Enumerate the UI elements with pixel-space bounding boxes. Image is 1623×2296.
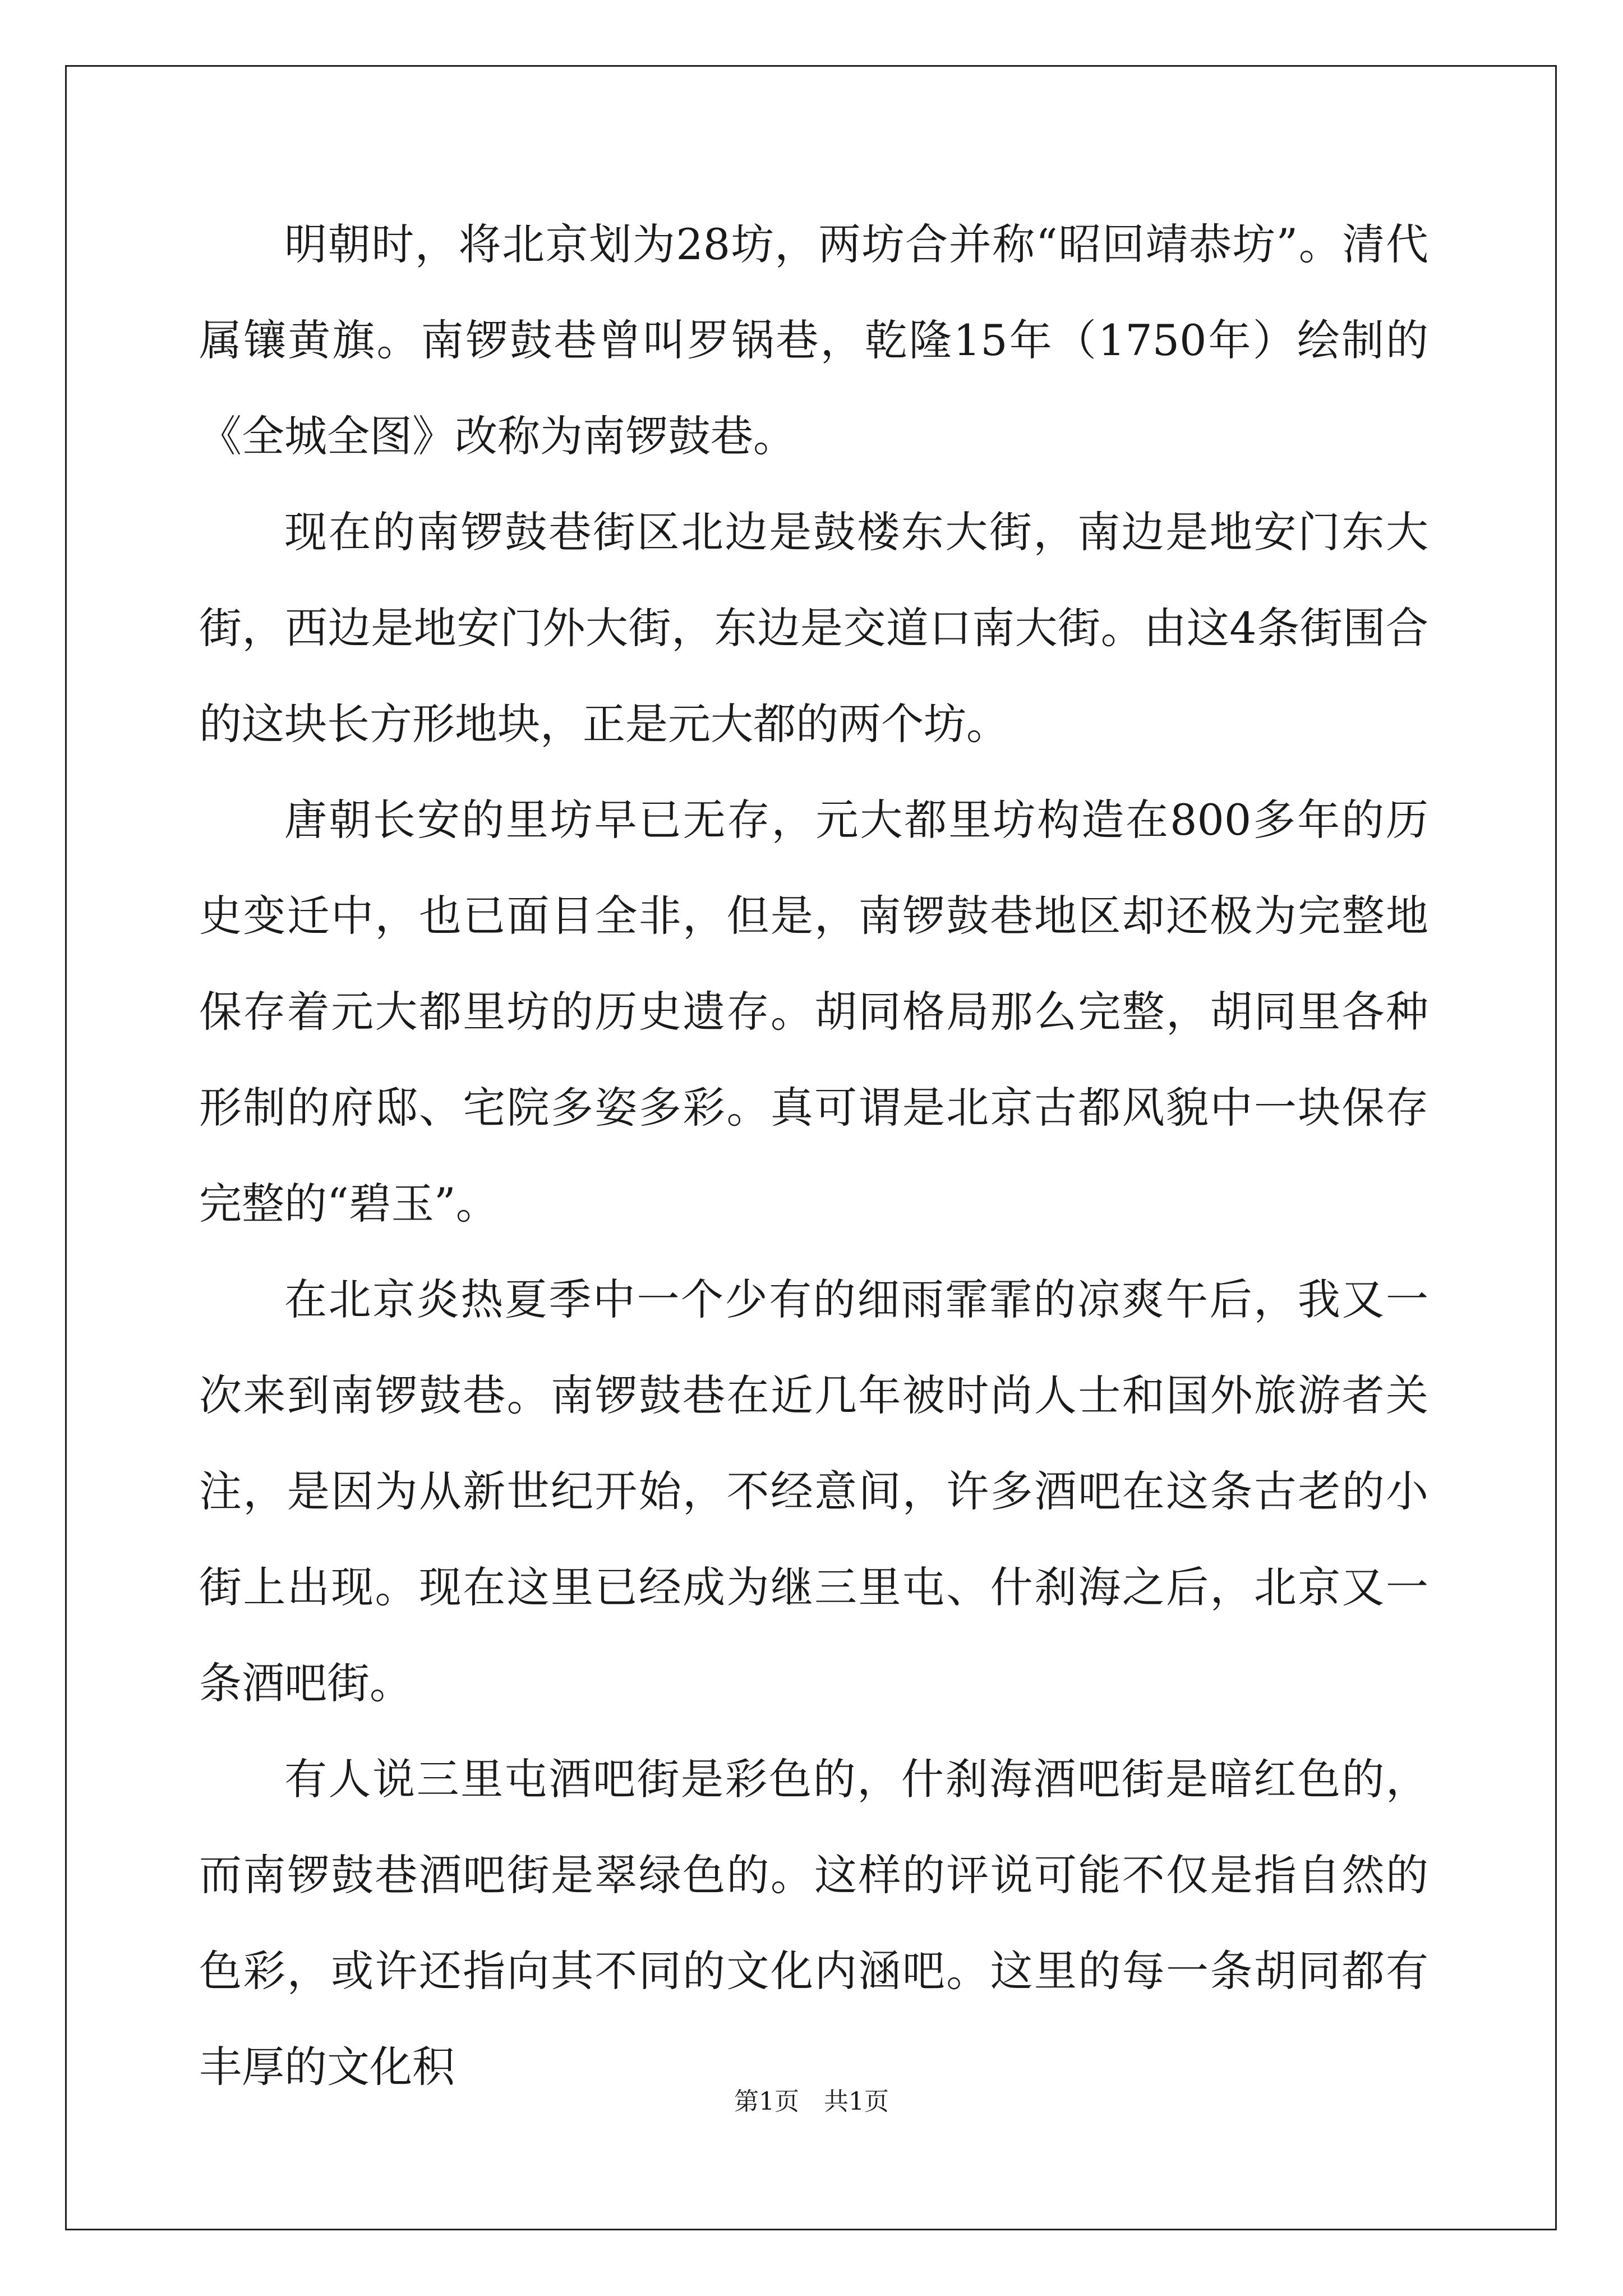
- page-footer: 第1页 共1页: [734, 2087, 889, 2116]
- paragraph-3: 唐朝长安的里坊早已无存，元大都里坊构造在800多年的历史变迁中，也已面目全非，但是，南锣鼓巷地区却还极为完整地保存着元大都里坊的历史遗存。胡同格局那么完整，胡同里各种形制的府邸、宅院多姿多彩。真可谓是北京古都风貌中一块保存完整的“碧玉”。: [199, 795, 1428, 1228]
- paragraph-5: 有人说三里屯酒吧街是彩色的，什刹海酒吧街是暗红色的，而南锣鼓巷酒吧街是翠绿色的。这样的评说可能不仅是指自然的色彩，或许还指向其不同的文化内涵吧。这里的每一条胡同都有丰厚的文化积: [199, 1754, 1428, 2092]
- paragraph-1: 明朝时，将北京划为28坊，两坊合并称“昭回靖恭坊”。清代属镶黄旗。南锣鼓巷曾叫罗锅巷，乾隆15年（1750年）绘制的《全城全图》改称为南锣鼓巷。: [199, 219, 1428, 461]
- paragraph-2: 现在的南锣鼓巷街区北边是鼓楼东大街，南边是地安门东大街，西边是地安门外大街，东边是交道口南大街。由这4条街围合的这块长方形地块，正是元大都的两个坊。: [199, 507, 1428, 749]
- paragraph-4: 在北京炎热夏季中一个少有的细雨霏霏的凉爽午后，我又一次来到南锣鼓巷。南锣鼓巷在近几年被时尚人士和国外旅游者关注，是因为从新世纪开始，不经意间，许多酒吧在这条古老的小街上出现。现在这里已经成为继三里屯、什刹海之后，北京又一条酒吧街。: [199, 1274, 1428, 1708]
- document-body: [199, 196, 1428, 2115]
